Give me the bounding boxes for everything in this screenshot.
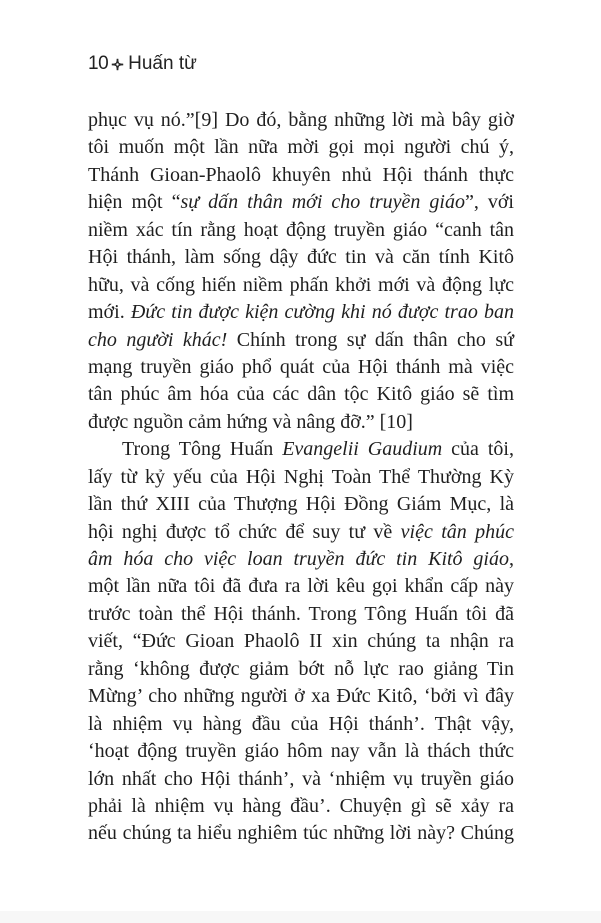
text-run: niềm xác tín rằng hoạt động truyền giáo “canh tân [88,218,514,241]
text-run: hội nghị được tổ chức để suy tư về [88,520,401,543]
text-run: lấy từ kỷ yếu của Hội Nghị Toàn Thể Thường Kỳ [88,465,514,488]
running-header [88,52,197,76]
text-run: ‘hoạt động truyền giáo hôm nay vẫn là thách thức [88,740,514,763]
text-run: Trong Tông Huấn [122,438,283,461]
text-run: rằng ‘không được giảm bớt nỗ lực rao giảng Tin [88,657,514,680]
running-title: Huấn từ [128,53,197,74]
text-line [88,134,514,161]
text-line [88,244,514,271]
text-line [88,573,514,600]
text-run: mạng truyền giáo phổ quát của Hội thánh mà việc [88,355,514,378]
text-line [88,381,514,408]
text-line [88,656,514,683]
text-run: Mừng’ cho những người ở xa Đức Kitô, ‘bởi vì đây [88,685,514,708]
text-run: mới. [88,301,131,324]
text-run: ”, với [464,191,514,214]
text-line [88,436,514,463]
italic-run: sự dấn thân mới cho truyền giáo [180,191,465,214]
text-line [88,628,514,655]
text-run: viết, “Đức Gioan Phaolô II xin chúng ta nhận ra [88,630,514,653]
text-line [88,107,514,134]
text-run: Hội thánh, làm sống dậy đức tin và căn tính Kitô [88,246,514,269]
text-run: Chính trong sự dấn thân cho sứ [227,328,514,351]
text-line [88,711,514,738]
text-line [88,327,514,354]
text-line [88,354,514,381]
text-run: một lần nữa tôi đã đưa ra lời kêu gọi khẩn cấp này [88,575,514,598]
paragraph [88,107,514,436]
text-line [88,820,514,847]
text-line [88,464,514,491]
text-run: phải là nhiệm vụ hàng đầu’. Chuyện gì sẽ xảy ra [88,794,514,817]
text-run: được nguồn cảm hứng và nâng đỡ.” [10] [88,410,413,433]
italic-run: việc tân phúc [400,520,514,543]
italic-run: cho người khác! [88,328,228,351]
text-line [88,217,514,244]
text-run: lần thứ XIII của Thượng Hội Đồng Giám Mục, là [88,493,514,516]
body-text [88,107,514,848]
text-line [88,272,514,299]
cross-icon [111,58,124,71]
text-run: tôi muốn một lần nữa mời gọi mọi người chú ý, [88,136,514,159]
text-run: trước toàn thể Hội thánh. Trong Tông Huấn tôi đã [88,602,514,625]
text-run: hiện một “ [88,191,181,214]
text-run: nếu chúng ta hiểu nghiêm túc những lời này? Chúng [88,822,514,845]
italic-run: âm hóa cho việc loan truyền đức tin Kitô giáo [88,548,509,570]
text-run: là nhiệm vụ hàng đầu của Hội thánh’. Thật vậy, [88,712,514,735]
page-bottom-edge [0,911,601,923]
text-line [88,299,514,326]
italic-run: Evangelii Gaudium [282,438,443,461]
text-line [88,766,514,793]
italic-run: Đức tin được kiện cường khi nó được trao ban [130,301,514,324]
text-line [88,738,514,765]
text-line [88,546,514,573]
text-run: của tôi, [442,438,514,461]
text-line [88,793,514,820]
text-line [88,409,514,436]
text-run: phục vụ nó.”[9] Do đó, bằng những lời mà bây giờ [88,109,514,131]
text-line [88,491,514,518]
text-run: tân phúc âm hóa của các dân tộc Kitô giáo sẽ tìm [88,383,514,406]
page-number: 10 [88,53,109,74]
text-run: Thánh Gioan-Phaolô khuyên nhủ Hội thánh thực [88,163,514,186]
text-line [88,162,514,189]
text-run: hữu, và cống hiến niềm phấn khởi mới và động lực [88,273,514,296]
text-line [88,189,514,216]
text-line [88,519,514,546]
paragraph [88,436,514,848]
text-run: lớn nhất cho Hội thánh’, và ‘nhiệm vụ truyền giáo [88,767,514,790]
text-run: , [509,548,514,570]
text-line [88,601,514,628]
text-line [88,683,514,710]
